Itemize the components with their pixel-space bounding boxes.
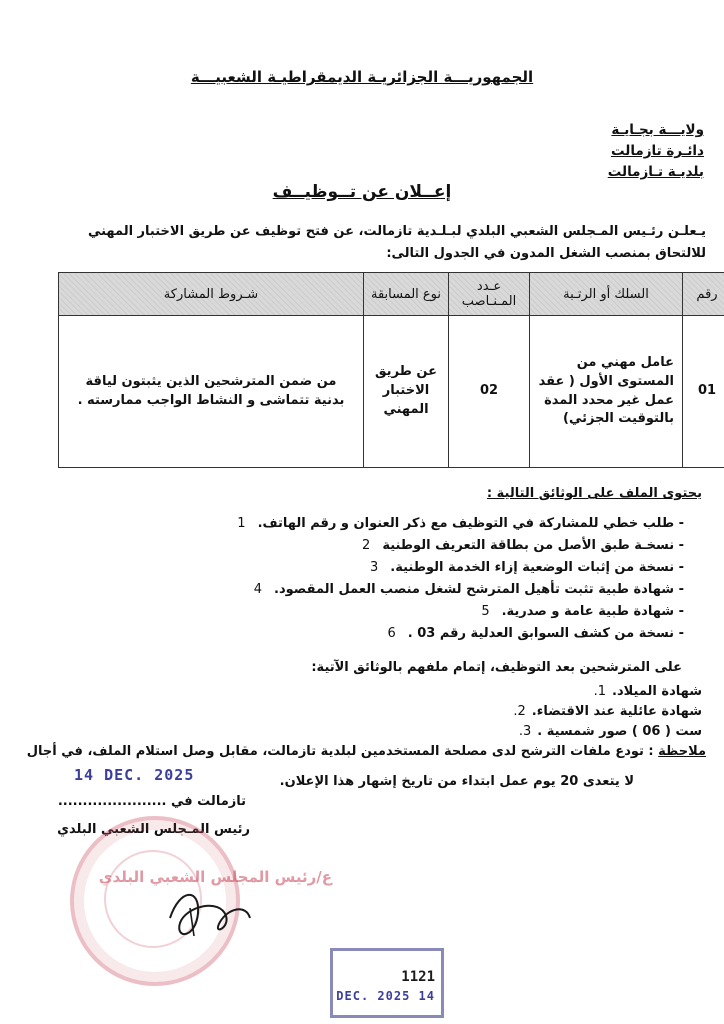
cell-number: 01 — [683, 316, 724, 468]
list-item-text: - نسخة من كشف السوابق العدلية رقم 03 . — [407, 626, 684, 641]
note-line-2: لا يتعدى 20 يوم عمل ابتداء من تاريخ إشهار هذا الإعلان. — [279, 774, 634, 789]
header-conditions: شـروط المشاركة — [59, 273, 364, 316]
republic-header: الجمهوريـــة الجزائريـة الديمقراطيـة الشعبيـــة — [190, 68, 534, 86]
list-item-number: 5 — [481, 604, 490, 619]
table-row — [59, 316, 724, 468]
receipt-stamp — [330, 948, 444, 1018]
list-item — [254, 582, 684, 597]
note-line-1 — [27, 744, 706, 759]
list-item-number: 3 — [370, 560, 379, 575]
list-item — [481, 604, 684, 619]
list-item — [519, 724, 702, 739]
list-item-number: 3. — [518, 724, 532, 739]
header-number: رقم — [683, 273, 724, 316]
commune-label: بلديـة تـازمالت — [607, 164, 704, 180]
list-item — [237, 516, 684, 531]
list-item — [513, 704, 702, 719]
receipt-number: 1121 — [401, 969, 435, 985]
cell-grade: عامل مهني من المستوى الأول ( عقد عمل غير محدد المدة بالتوقيت الجزئي) — [530, 316, 683, 468]
list-item-text: شهادة الميلاد. — [612, 684, 702, 699]
signature-scribble — [150, 878, 260, 948]
receipt-date: 14 DEC. 2025 — [336, 989, 435, 1003]
list-item-text: - شهادة طبية تثبت تأهيل المترشح لشغل منصب العمل المقصود. — [274, 582, 684, 597]
list-item-number: 1. — [593, 684, 607, 699]
announcement-title: إعــلان عن تــوظيــف — [272, 182, 452, 202]
header-type: نوع المسابقة — [364, 273, 449, 316]
cell-posts: 02 — [449, 316, 530, 468]
list-item-number: 1 — [237, 516, 246, 531]
cell-type: عن طريق الاختبار المهني — [364, 316, 449, 468]
daira-label: دائـرة تازمالت — [610, 143, 704, 159]
intro-line-2: للالتحاق بمنصب الشغل المدون في الجدول التالى: — [386, 246, 706, 261]
note-label: ملاحظة — [658, 744, 706, 759]
header-posts: عـدد المـنـاصب — [449, 273, 530, 316]
table-header-row — [59, 273, 724, 316]
list-item-text: - شهادة طبية عامة و صدرية. — [501, 604, 684, 619]
note-text-1: : تودع ملفات الترشح لدى مصلحة المستخدمين لبلدية تازمالت، مقابل وصل استلام الملف، في أجال — [26, 744, 654, 759]
documents-title: يحتوى الملف على الوثائق التالية : — [486, 486, 702, 501]
signature-role: رئيس المـجلس الشعبي البلدي — [57, 822, 250, 837]
list-item — [594, 684, 702, 699]
list-item-text: - نسخـة طبق الأصل من بطاقة التعريف الوطنية — [382, 538, 684, 553]
list-item — [387, 626, 684, 641]
list-item-number: 4 — [253, 582, 263, 597]
after-hiring-title: على المترشحين بعد التوظيف، إتمام ملفهم بالوثائق الآتية: — [311, 660, 682, 675]
wilaya-label: ولايـــة بجـايـة — [611, 122, 704, 138]
list-item-text: - طلب خطي للمشاركة في التوظيف مع ذكر العنوان و رقم الهاتف. — [257, 516, 684, 531]
header-grade: السلك أو الرتـبة — [530, 273, 683, 316]
jobs-table — [58, 272, 724, 468]
list-item — [370, 560, 684, 575]
date-stamp: 14 DEC. 2025 — [74, 766, 195, 784]
cell-conditions: من ضمن المترشحين الذين يثبتون لياقة بدنية تتماشى و النشاط الواجب ممارسته . — [59, 316, 364, 468]
list-item-number: 6 — [387, 626, 396, 641]
signature-place: تازمالت في ...................... — [57, 794, 246, 809]
list-item-text: شهادة عائلية عند الاقتضاء. — [531, 704, 702, 719]
list-item-text: - نسخة من إثبات الوضعية إزاء الخدمة الوطنية. — [390, 560, 684, 575]
list-item-text: ست ( 06 ) صور شمسية . — [537, 724, 702, 739]
list-item — [362, 538, 684, 553]
list-item-number: 2 — [362, 538, 371, 553]
intro-line-1: يـعلـن رئـيس المـجلس الشعبي البلدي لبـلـدية تازمالت، عن فتح توظيف عن طريق الاختبار المهني — [87, 224, 706, 239]
seal-text: ع/رئيس المجلس الشعبي البلدي — [98, 868, 332, 886]
list-item-number: 2. — [513, 704, 526, 719]
